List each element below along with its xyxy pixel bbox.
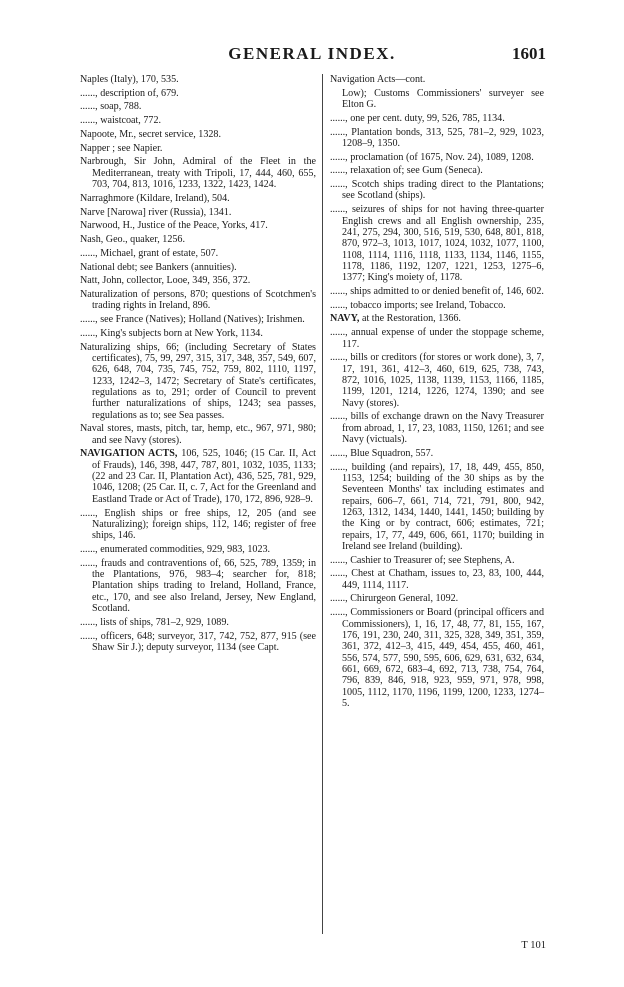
index-entry <box>80 234 316 245</box>
index-entry <box>330 555 544 566</box>
index-entry <box>80 558 316 615</box>
index-entry <box>330 113 544 124</box>
index-entry-text: ......, officers, 648; surveyor, 317, 742, 752, 877, 915 (see Shaw Sir J.); deputy surveyor, 1134 (see Capt. <box>80 630 316 653</box>
index-entry-text: at the Restoration, 1366. <box>359 313 461 325</box>
column-divider <box>322 74 323 934</box>
index-entry-text: ......, bills or creditors (for stores or work done), 3, 7, 17, 191, 361, 412–3, 460, 619, 625, 738, 743, 872, 1016, 1025, 1138, 1139, 1153, 1166, 1185, 1199, 1201, 1214, 1226, 1274, 1390; and see Navy (stores). <box>330 352 544 409</box>
index-entry <box>80 143 316 154</box>
index-entry <box>80 544 316 555</box>
index-entry-text: Natt, John, collector, Looe, 349, 356, 372. <box>80 275 251 287</box>
page-number: 1601 <box>512 44 546 63</box>
index-entry <box>330 607 544 709</box>
index-entry <box>330 568 544 591</box>
index-entry <box>330 127 544 150</box>
index-entry <box>80 328 316 339</box>
index-entry <box>80 88 316 99</box>
index-entry <box>80 342 316 421</box>
index-entry <box>330 313 544 324</box>
index-entry-text: ......, Plantation bonds, 313, 525, 781–2, 929, 1023, 1208–9, 1350. <box>330 126 544 149</box>
index-entry-text: Narraghmore (Kildare, Ireland), 504. <box>80 192 230 204</box>
index-entry-text: ......, building (and repairs), 17, 18, 449, 455, 850, 1153, 1254; building of the 30 ships as by the Seventeen Months' tax including estimates and repairs, 606–7, 661, 714, 721, 791, 800, 942, 1263, 1312, 1434, 1440, 1441, 1450; building by the King or by contract, 606; estimates, 721; repairs, 17, 77, 449, 606, 661, 1170; building in Ireland see Ireland (building). <box>330 461 544 552</box>
index-entry <box>80 423 316 446</box>
index-entry-text: ......, tobacco imports; see Ireland, Tobacco. <box>330 299 506 311</box>
index-entry-text: Navigation Acts—cont. <box>330 74 426 85</box>
index-entry-text: ......, soap, 788. <box>80 101 142 113</box>
index-entry-text: ......, Blue Squadron, 557. <box>330 447 434 459</box>
index-entry-text: ......, Michael, grant of estate, 507. <box>80 247 219 259</box>
index-entry-heading: NAVY, <box>330 313 360 325</box>
index-entry-text: Narve [Narowa] river (Russia), 1341. <box>80 206 232 218</box>
page-header <box>0 44 624 72</box>
index-entry-text: Narbrough, Sir John, Admiral of the Fleet in the Mediterranean, treaty with Tripoli, 17, 444, 460, 655, 703, 704, 813, 1016, 1233, 1322, 1423, 1424. <box>80 156 316 191</box>
index-entry-text: ......, ships admitted to or denied benefit of, 146, 602. <box>330 285 544 297</box>
index-entry-heading: NAVIGATION ACTS, <box>80 448 178 460</box>
index-entry-text: ......, see France (Natives); Holland (Natives); Irishmen. <box>80 314 305 326</box>
left-column <box>80 74 316 656</box>
right-column <box>330 74 544 712</box>
index-entry-text: ......, Commissioners or Board (principal officers and Commissioners), 1, 16, 17, 48, 77, 81, 155, 167, 176, 191, 230, 240, 311, 325, 328, 349, 351, 359, 361, 372, 412–3, 415, 449, 454, 455, 460, 461, 556, 574, 577, 590, 595, 606, 629, 631, 632, 634, 661, 669, 672, 683–4, 692, 713, 738, 754, 764, 796, 839, 846, 918, 923, 959, 971, 978, 998, 1005, 1112, 1170, 1196, 1199, 1200, 1233, 1274–5. <box>330 607 544 709</box>
index-entry-text: ......, English ships or free ships, 12, 205 (and see Naturalizing); foreign ships, 112, 146; register of free ships, 146. <box>80 507 316 542</box>
index-entry <box>80 101 316 112</box>
index-entry <box>80 631 316 654</box>
index-entry <box>330 411 544 445</box>
index-entry <box>80 448 316 505</box>
index-entry <box>330 448 544 459</box>
index-entry-text: ......, King's subjects born at New York, 1134. <box>80 327 263 339</box>
index-entry <box>330 327 544 350</box>
index-entry <box>330 286 544 297</box>
index-entry <box>330 204 544 283</box>
index-entry <box>330 593 544 604</box>
index-entry-text: Naples (Italy), 170, 535. <box>80 74 179 85</box>
index-entry <box>80 207 316 218</box>
index-entry <box>330 179 544 202</box>
index-entry-text: 106, 525, 1046; (15 Car. II, Act of Frauds), 146, 398, 447, 787, 801, 1032, 1035, 1133; (22 and 23 Car. II, Plantation Act), 436, 525, 781, 929, 1046, 1208; (25 Car. II, c. 7, Act for the Greenland and Eastland Trade or Act of Trade), 170, 172, 896, 928–9. <box>92 448 316 505</box>
index-entry-text: ......, description of, 679. <box>80 87 179 99</box>
index-entry <box>80 314 316 325</box>
index-entry-text: Nash, Geo., quaker, 1256. <box>80 234 185 246</box>
index-entry-text: ......, lists of ships, 781–2, 929, 1089. <box>80 616 229 628</box>
index-entry <box>330 300 544 311</box>
index-entry-text: ......, bills of exchange drawn on the Navy Treasurer from abroad, 1, 17, 23, 1083, 1150, 1261; and see Navy (victuals). <box>330 411 544 446</box>
index-entry-text: ......, annual expense of under the stoppage scheme, 117. <box>330 327 544 350</box>
index-entry-text: ......, waistcoat, 772. <box>80 115 162 127</box>
index-entry-text: ......, seizures of ships for not having three-quarter English crews and all English ownership, 235, 241, 275, 294, 300, 516, 519, 530, 648, 801, 818, 870, 972–3, 1013, 1017, 1024, 1032, 1077, 1100, 1108, 1114, 1116, 1118, 1133, 1134, 1146, 1155, 1178, 1186, 1192, 1207, 1221, 1253, 1275–6, 1377; King's moiety of, 1178. <box>330 204 544 284</box>
index-entry <box>330 462 544 553</box>
index-entry <box>80 617 316 628</box>
index-entry-text: ......, Scotch ships trading direct to the Plantations; see Scotland (ships). <box>330 179 544 202</box>
index-entry-text: Narwood, H., Justice of the Peace, Yorks, 417. <box>80 220 268 232</box>
index-entry-text: Low); Customs Commissioners' surveyer see Elton G. <box>342 87 544 111</box>
index-entry-text: Naval stores, masts, pitch, tar, hemp, etc., 967, 971, 980; and see Navy (stores). <box>80 423 316 446</box>
index-entry-text: ......, Chirurgeon General, 1092. <box>330 593 459 605</box>
index-entry-text: ......, Cashier to Treasurer of; see Stephens, A. <box>330 554 515 566</box>
index-entry-text: Napoote, Mr., secret service, 1328. <box>80 128 221 140</box>
index-entry <box>80 193 316 204</box>
index-entry-text: ......, Chest at Chatham, issues to, 23, 83, 100, 444, 449, 1114, 1117. <box>330 568 544 591</box>
index-entry <box>80 129 316 140</box>
index-entry-text: ......, proclamation (of 1675, Nov. 24), 1089, 1208. <box>330 151 534 163</box>
index-entry-text: Naturalization of persons, 870; questions of Scotchmen's trading rights in Ireland, 896. <box>80 288 316 312</box>
index-entry <box>330 352 544 409</box>
index-entry-text: Napper ; see Napier. <box>80 142 163 154</box>
index-entry <box>80 275 316 286</box>
index-entry <box>80 262 316 273</box>
index-entry <box>330 88 544 111</box>
page-title: GENERAL INDEX. <box>228 44 396 63</box>
index-entry-text: ......, relaxation of; see Gum (Seneca). <box>330 165 483 177</box>
index-entry <box>80 74 316 85</box>
index-entry <box>80 248 316 259</box>
index-entry-text: ......, one per cent. duty, 99, 526, 785, 1134. <box>330 112 505 124</box>
index-entry-text: ......, enumerated commodities, 929, 983, 1023. <box>80 543 271 555</box>
index-entry-text: National debt; see Bankers (annuities). <box>80 261 237 273</box>
index-entry <box>330 74 544 85</box>
index-entry <box>80 289 316 312</box>
index-entry <box>80 220 316 231</box>
signature-mark: T 101 <box>521 940 546 951</box>
index-entry <box>80 508 316 542</box>
index-entry <box>80 115 316 126</box>
index-entry <box>330 152 544 163</box>
index-entry-text: Naturalizing ships, 66; (including Secretary of States certificates), 75, 99, 297, 315, 317, 348, 357, 549, 607, 626, 648, 704, 735, 745, 752, 759, 802, 1110, 1197, 1233, 1242–3, 1472; Secretary of State's certificates, regulations as to, 291; order of Council to prevent further naturalizations of ships, 1243; sea passes, regulations as to; see Sea passes. <box>80 341 316 421</box>
index-entry-text: ......, frauds and contraventions of, 66, 525, 789, 1359; in the Plantations, 976, 983–4; searcher for, 818; Plantation ships trading to Ireland, Holland, France, etc., 170, and see also Ireland, Jersey, New England, Scotland. <box>80 557 316 615</box>
index-entry <box>330 165 544 176</box>
index-entry <box>80 156 316 190</box>
